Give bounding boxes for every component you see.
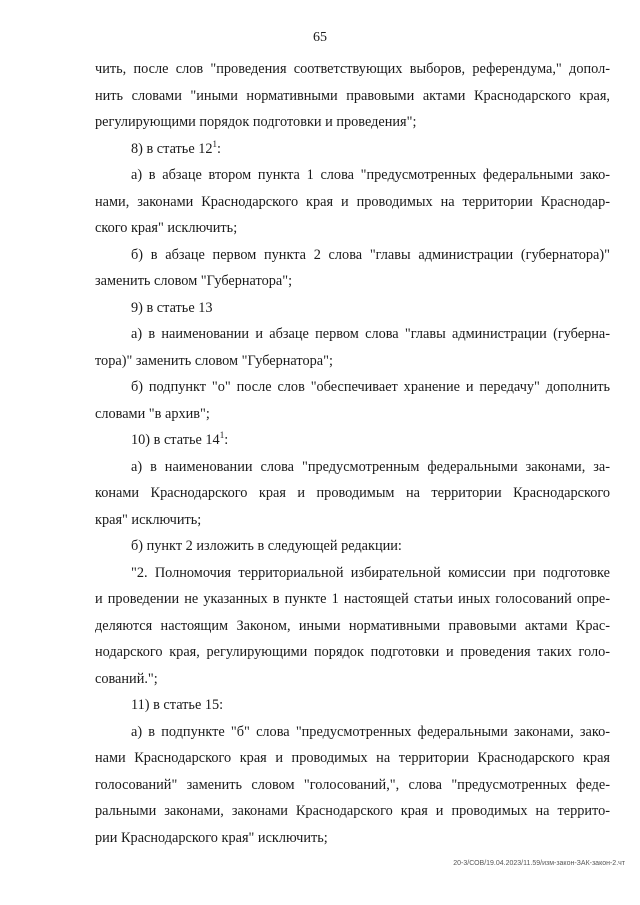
text-line: б) пункт 2 изложить в следующей редакции: <box>131 538 402 554</box>
item-text: 10) в статье 14 <box>131 432 220 448</box>
superscript: 1 <box>219 430 225 441</box>
item-text: 8) в статье 12 <box>131 140 213 157</box>
list-item-9: 9) в статье 13 <box>131 299 213 316</box>
footer-file-id: 20-3/СОВ/19.04.2023/11.59/изм-закон-ЗАК-закон-2.чт <box>453 860 625 867</box>
text-line: а) в абзаце втором пункта 1 слова "предусмотренных федеральными зако- <box>131 167 610 183</box>
text-line: регулирующими порядок подготовки и проведения"; <box>95 114 417 130</box>
text-line: края" исключить; <box>95 511 202 528</box>
text-line: тора)" заменить словом "Губернатора"; <box>95 352 333 369</box>
document-body <box>95 56 610 851</box>
text-line: голосований" заменить словом "голосований,", слова "предусмотренных феде- <box>95 776 610 793</box>
list-item-11: 11) в статье 15: <box>131 697 224 713</box>
text-line: "2. Полномочия территориальной избирательной комиссии при подготовке <box>131 564 610 581</box>
item-colon: : <box>217 140 222 157</box>
list-item-10 <box>95 427 610 454</box>
text-line: и проведении не указанных в пункте 1 настоящей статьи иных голосований опре- <box>95 591 610 607</box>
text-line: ского края" исключить; <box>95 220 238 236</box>
text-line: чить, после слов "проведения соответствующих выборов, референдума," допол- <box>95 61 610 77</box>
text-line: б) в абзаце первом пункта 2 слова "главы администрации (губернатора)" <box>131 246 610 263</box>
text-line: нами Краснодарского края и проводимых на территории Краснодарского края <box>95 750 610 766</box>
text-line: сований."; <box>95 670 158 687</box>
superscript: 1 <box>212 138 218 149</box>
page-number: 65 <box>313 30 327 45</box>
text-line: конами Краснодарского края и проводимым на территории Краснодарского <box>95 485 610 501</box>
text-line: б) подпункт "о" после слов "обеспечивает хранение и передачу" дополнить <box>131 379 610 395</box>
text-line: а) в подпункте "б" слова "предусмотренных федеральными законами, зако- <box>131 723 610 740</box>
text-line: нами, законами Краснодарского края и проводимых на территории Краснодар- <box>95 193 610 210</box>
text-line: рии Краснодарского края" исключить; <box>95 829 328 846</box>
text-line: а) в наименовании слова "предусмотренным федеральными законами, за- <box>131 458 610 475</box>
text-line: нодарского края, регулирующими порядок подготовки и проведения таких голо- <box>95 644 610 660</box>
text-line: нить словами "иными нормативными правовыми актами Краснодарского края, <box>95 87 610 104</box>
text-line: словами "в архив"; <box>95 405 210 422</box>
list-item-8 <box>95 136 610 163</box>
text-line: а) в наименовании и абзаце первом слова "главы администрации (губерна- <box>131 326 610 342</box>
text-line: деляются настоящим Законом, иными нормативными правовыми актами Крас- <box>95 617 610 634</box>
text-line: заменить словом "Губернатора"; <box>95 273 293 289</box>
text-line: ральными законами, законами Краснодарского края и проводимых на террито- <box>95 803 610 819</box>
item-colon: : <box>224 432 229 448</box>
